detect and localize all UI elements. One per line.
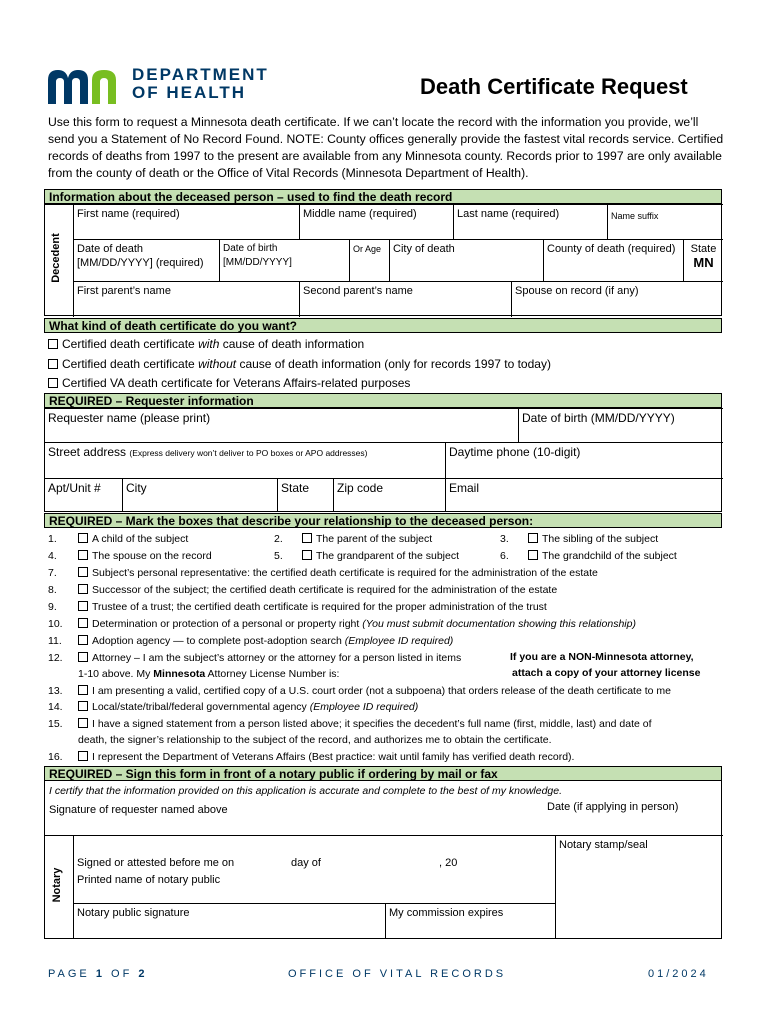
last-name-field[interactable] [453,204,607,239]
city-label: City [126,481,147,495]
state-label: State [281,481,310,495]
rel-note: (Employee ID required) [344,635,454,647]
last-name-label: Last name (required) [457,208,560,220]
day-of-label: day of [291,857,321,869]
checkbox[interactable] [78,751,88,761]
stamp-label: Notary stamp/seal [559,839,648,851]
age-label: Or Age [353,244,382,254]
rel-text: Trustee of a trust; the certified death certificate is required for the proper administration of the trust [92,601,547,613]
county-field[interactable] [543,239,683,281]
rel-representative[interactable] [78,566,598,580]
rel-text: Attorney License Number is: [205,668,340,680]
divider [73,835,74,939]
opt-text: Certified death certificate [62,357,199,371]
rel-text: Adoption agency — to complete post-adoption search [92,635,342,647]
county-label: County of death (required) [547,243,676,255]
city-field[interactable] [122,478,277,512]
attorney-note: attach a copy of your attorney license [512,667,701,679]
rel-signed-statement[interactable] [78,717,652,731]
page-label: PAGE [48,968,90,980]
rel-bold: Minnesota [153,668,206,680]
email-field[interactable] [445,478,723,512]
street-field[interactable] [44,442,445,478]
zip-label: Zip code [337,481,384,495]
first-name-label: First name (required) [77,208,180,220]
option-va[interactable] [48,376,410,390]
state-value: MN [693,255,714,270]
page-number [48,968,147,980]
requester-grid [44,408,722,512]
item-number: 4. [48,550,57,562]
notary-signature-label[interactable]: Notary public signature [77,907,190,919]
city-of-death-field[interactable] [389,239,543,281]
rel-text: Successor of the subject; the certified death certificate is required for the administration of the estate [92,584,558,596]
rel-text: Determination or protection of a personal or property right [92,618,360,630]
page-current: 1 [95,968,105,980]
rel-text: I have a signed statement from a person listed above; it specifies the decedent’s full name (first, middle, last) and date of [92,718,652,730]
first-name-field[interactable] [73,204,299,239]
decedent-grid [44,204,722,316]
phone-label: Daytime phone (10-digit) [449,445,581,459]
spouse-label: Spouse on record (if any) [515,285,639,297]
page-total: 2 [138,968,148,980]
decedent-side-label: Decedent [50,233,62,283]
rel-text: I represent the Department of Veterans Affairs (Best practice: wait until family has verified death record). [92,751,575,763]
item-number: 8. [48,584,57,596]
rel-text: The sibling of the subject [542,533,659,545]
item-number: 1. [48,533,57,545]
checkbox[interactable] [78,685,88,695]
state-field [683,239,723,281]
decedent-heading: Information about the deceased person – used to find the death record [44,189,722,204]
requester-dob-label: Date of birth (MM/DD/YYYY) [522,411,675,425]
item-number: 10. [48,618,63,630]
item-number: 3. [500,533,509,545]
street-label: Street address [48,445,127,459]
item-number: 12. [48,652,63,664]
checkbox[interactable] [78,533,88,543]
signature-label[interactable]: Signature of requester named above [49,804,228,816]
rel-sibling[interactable] [528,532,658,546]
opt-text: cause of death information [219,337,365,351]
sign-heading: REQUIRED – Sign this form in front of a notary public if ordering by mail or fax [44,766,722,781]
suffix-field[interactable] [607,204,723,239]
item-number: 11. [48,635,62,647]
item-number: 2. [274,533,283,545]
item-number: 5. [274,550,283,562]
middle-name-label: Middle name (required) [303,208,417,220]
apt-label: Apt/Unit # [48,481,101,495]
sign-grid [44,781,722,939]
requester-name-field[interactable] [44,408,518,442]
divider [555,835,556,939]
rel-agency[interactable] [78,700,418,714]
state-label: State [690,243,717,255]
phone-field[interactable] [445,442,723,478]
opt-italic: without [198,357,237,371]
rel-text: 1-10 above. My [78,668,154,680]
checkbox[interactable] [48,378,58,388]
requester-name-label: Requester name (please print) [48,411,211,425]
mn-logo-icon [46,66,126,106]
opt-text: Certified death certificate [62,337,199,351]
attested-label: Signed or attested before me on [77,857,235,869]
rel-child[interactable] [78,532,188,546]
notary-side-label: Notary [51,867,63,903]
email-label: Email [449,481,480,495]
checkbox[interactable] [528,550,538,560]
opt-text: Certified VA death certificate for Veterans Affairs-related purposes [62,376,411,390]
middle-name-field[interactable] [299,204,453,239]
printed-name-label[interactable]: Printed name of notary public [77,874,221,886]
rel-va[interactable] [78,750,574,764]
attorney-note: If you are a NON-Minnesota attorney, [510,651,694,663]
checkbox[interactable] [48,359,58,369]
rel-adoption[interactable] [78,634,453,648]
option-without-cause[interactable] [48,357,551,371]
zip-field[interactable] [333,478,445,512]
org-line2: OF HEALTH [132,83,247,102]
rel-text: Attorney – I am the subject’s attorney or the attorney for a person listed in items [92,652,462,664]
item-number: 13. [48,685,63,697]
checkbox[interactable] [78,584,88,594]
checkbox[interactable] [78,601,88,611]
checkbox[interactable] [48,339,58,349]
option-with-cause[interactable] [48,337,364,351]
rel-court-order[interactable] [78,684,671,698]
spouse-field[interactable] [511,281,723,317]
checkbox[interactable] [78,618,88,628]
rel-attorney-line2 [78,667,339,681]
rel-parent[interactable] [302,532,432,546]
mdh-logo [46,66,276,106]
dob-field[interactable] [219,239,349,281]
rel-spouse[interactable] [78,549,212,563]
checkbox[interactable] [78,635,88,645]
rel-text: death, the signer’s relationship to the subject of the record, and authorizes me to obtain the certificate. [78,734,552,746]
office-label: OFFICE OF VITAL RECORDS [288,968,507,980]
relationship-heading: REQUIRED – Mark the boxes that describe your relationship to the deceased person: [44,513,722,528]
rel-text: I am presenting a valid, certified copy of a U.S. court order (not a subpoena) that orders release of the death certificate to me [92,685,671,697]
item-number: 6. [500,550,509,562]
rel-text: The spouse on the record [92,550,212,562]
year-label: , 20 [439,857,458,869]
dod-label: Date of death [MM/DD/YYYY] (required) [77,243,204,269]
rel-text: Subject’s personal representative: the certified death certificate is required for the administration of the estate [92,567,598,579]
opt-italic: with [198,337,220,351]
rel-text: The parent of the subject [316,533,433,545]
rel-grandparent[interactable] [302,549,459,563]
rel-grandchild[interactable] [528,549,677,563]
form-date: 01/2024 [648,968,709,980]
certify-text: I certify that the information provided on this application is accurate and complete to the best of my knowledge. [49,785,563,797]
checkbox[interactable] [302,550,312,560]
divider [45,835,723,836]
dob-label: Date of birth [MM/DD/YYYY] [223,243,292,268]
apt-field[interactable] [44,478,122,512]
divider [73,903,555,904]
rel-text: A child of the subject [92,533,189,545]
rel-note: (Employee ID required) [309,701,419,713]
rel-text: Local/state/tribal/federal governmental agency [92,701,307,713]
divider [385,903,386,939]
org-line1: DEPARTMENT [132,65,269,84]
rel-trustee[interactable] [78,600,547,614]
date-label[interactable]: Date (if applying in person) [547,801,679,813]
rel-attorney[interactable] [78,651,461,665]
rel-note: (You must submit documentation showing this relationship) [362,618,636,630]
item-number: 7. [48,567,57,579]
checkbox[interactable] [528,533,538,543]
item-number: 15. [48,718,63,730]
item-number: 9. [48,601,57,613]
checkbox[interactable] [78,652,88,662]
rel-text: The grandchild of the subject [542,550,677,562]
kind-heading: What kind of death certificate do you want? [44,318,722,333]
parent1-label: First parent’s name [77,285,171,297]
checkbox[interactable] [78,567,88,577]
city-of-death-label: City of death [393,243,455,255]
state-field[interactable] [277,478,333,512]
requester-dob-field[interactable] [518,408,723,442]
item-number: 16. [48,751,63,763]
rel-successor[interactable] [78,583,557,597]
opt-text: cause of death information (only for records 1997 to today) [236,357,551,371]
checkbox[interactable] [78,701,88,711]
item-number: 14. [48,701,63,713]
parent2-field[interactable] [299,281,511,317]
age-field[interactable] [349,239,389,281]
dod-field[interactable] [73,239,219,281]
parent2-label: Second parent’s name [303,285,413,297]
suffix-label: Name suffix [611,211,659,221]
parent1-field[interactable] [73,281,299,317]
street-note: (Express delivery won’t deliver to PO boxes or APO addresses) [129,448,368,458]
checkbox[interactable] [302,533,312,543]
page-title: Death Certificate Request [420,74,688,99]
intro-text: Use this form to request a Minnesota death certificate. If we can’t locate the record with the information you provide, we’ll send you a Statement of No Record Found. NOTE: County offices generally provide the fastest vital records service. Certified records of deaths from 1997 to the present are available from any Minnesota county. Records prior to 1997 are only available from the county of death or the Office of Vital Records (Minnesota Department of Health). [48,115,724,180]
checkbox[interactable] [78,718,88,728]
rel-property-right[interactable] [78,617,636,631]
of-label: OF [111,968,133,980]
checkbox[interactable] [78,550,88,560]
requester-heading: REQUIRED – Requester information [44,393,722,408]
commission-label[interactable]: My commission expires [389,907,504,919]
rel-text: The grandparent of the subject [316,550,460,562]
